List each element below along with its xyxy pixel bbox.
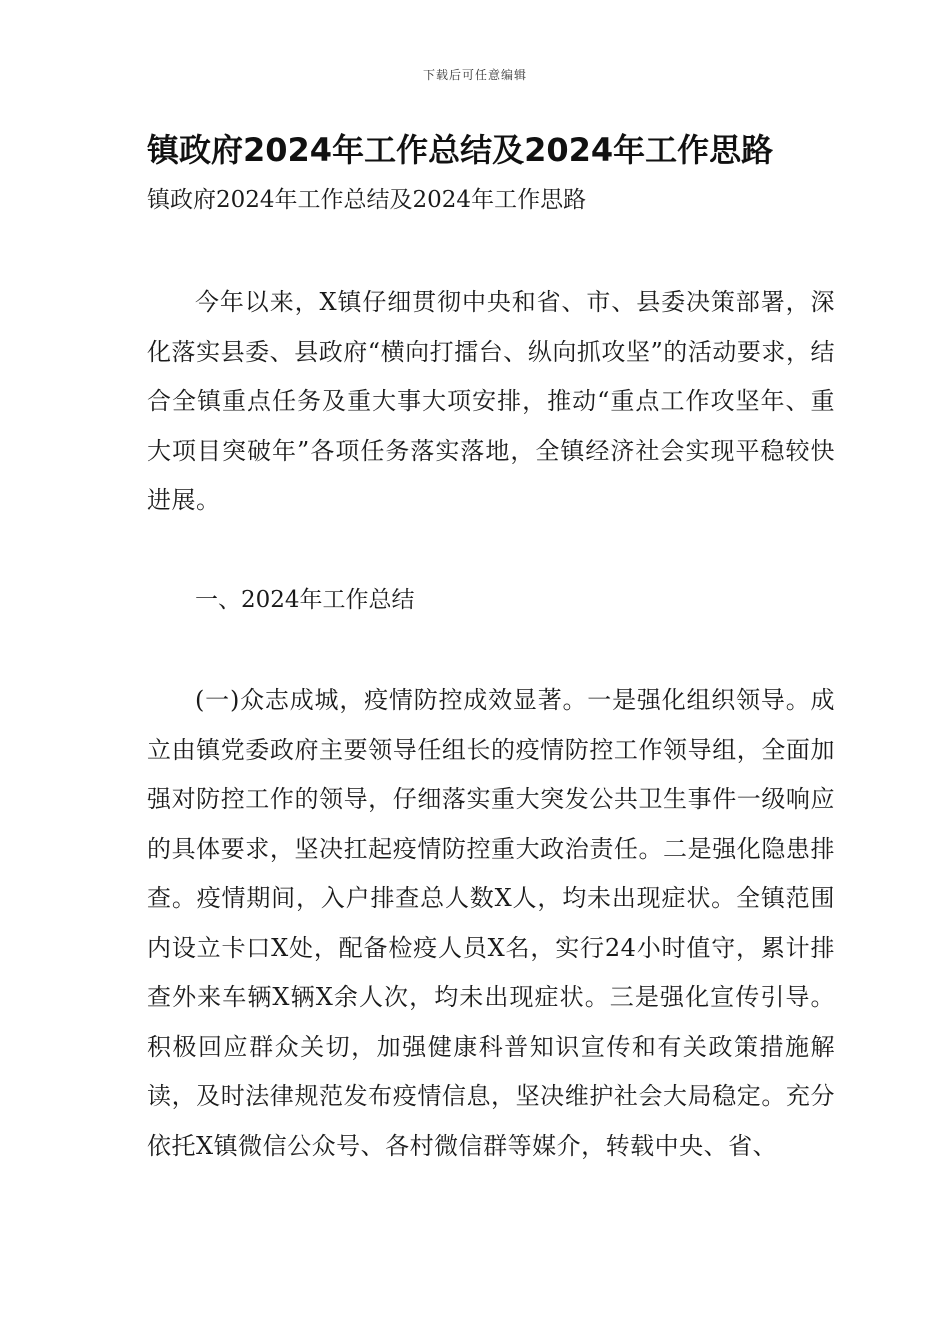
header-note: 下载后可任意编辑 xyxy=(422,68,527,82)
section-paragraph: (一)众志成城，疫情防控成效显著。一是强化组织领导。成立由镇党委政府主要领导任组长的疫情防控工作领导组，全面加强对防控工作的领导，仔细落实重大突发公共卫生事件一级响应的具体要求，坚决扛起疫情防控重大政治责任。二是强化隐患排查。疫情期间，入户排查总人数X人，均未出现症状。全镇范围内设立卡口X处，配备检疫人员X名，实行24小时值守，累计排查外来车辆X辆X余人次，均未出现症状。三是强化宣传引导。积极回应群众关切，加强健康科普知识宣传和有关政策措施解读，及时法律规范发布疫情信息，坚决维护社会大局稳定。充分依托X镇微信公众号、各村微信群等媒介，转载中央、省、 xyxy=(147,686,835,1160)
document-subtitle: 镇政府2024年工作总结及2024年工作思路 xyxy=(147,187,587,213)
section-heading: 一、2024年工作总结 xyxy=(195,587,415,613)
intro-paragraph: 今年以来，X镇仔细贯彻中央和省、市、县委决策部署，深化落实县委、县政府“横向打擂台、纵向抓攻坚”的活动要求，结合全镇重点任务及重大事大项安排，推动“重点工作攻坚年、重大项目突破年”各项任务落实落地，全镇经济社会实现平稳较快进展。 xyxy=(147,288,835,514)
document-title: 镇政府2024年工作总结及2024年工作思路 xyxy=(147,131,774,169)
